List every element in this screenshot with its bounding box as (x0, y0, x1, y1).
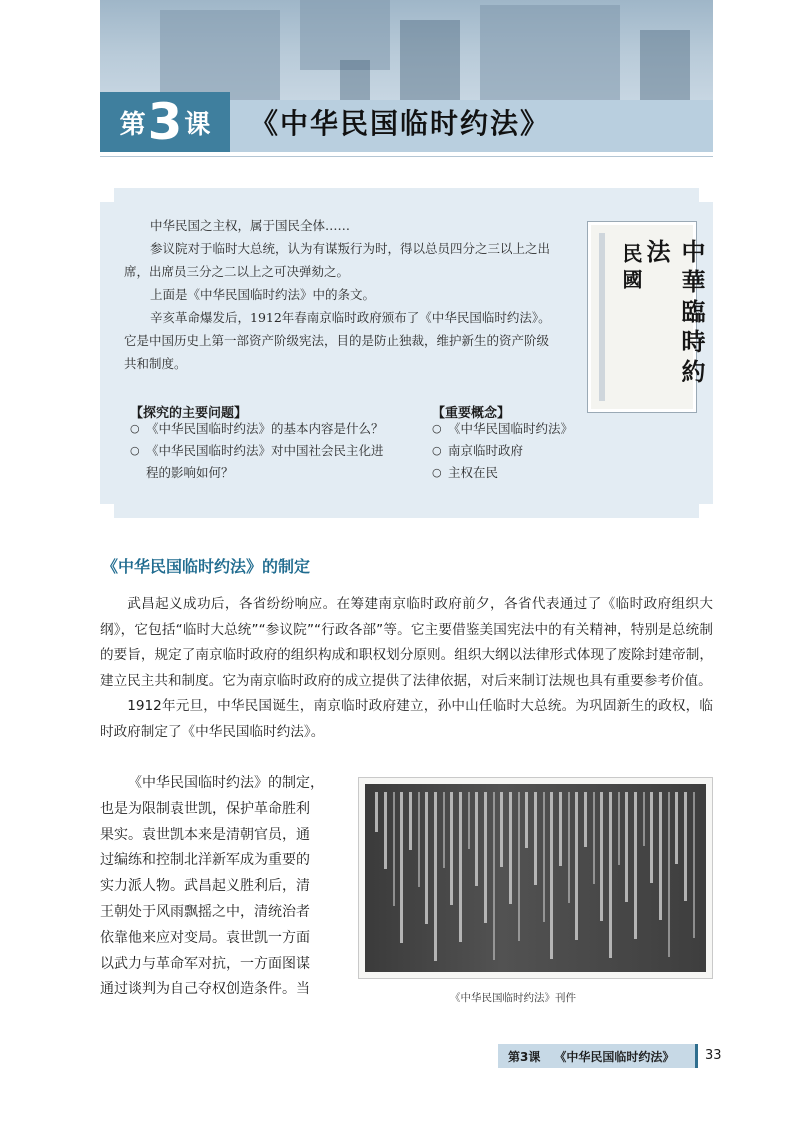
document-text-column (684, 792, 687, 901)
header-photo (100, 0, 713, 100)
text-line: 果实。袁世凯本来是清朝官员，通 (100, 826, 310, 843)
constitution-document-image (358, 777, 713, 979)
questions-heading: 【探究的主要问题】 (130, 406, 248, 421)
text-line: 过编练和控制北洋新军成为重要的 (100, 852, 310, 869)
document-text-column (575, 792, 578, 940)
quote-line: 席，出席员三分之二以上之可决弹劾之。 (124, 264, 350, 279)
document-text-column (509, 792, 512, 904)
cover-title-side: 民國 (619, 243, 643, 295)
document-text-column (400, 792, 403, 943)
lesson-prefix: 第 (119, 109, 146, 140)
lesson-number-tab (100, 92, 230, 152)
document-text-column (600, 792, 603, 921)
text-line: 也是为限制袁世凯，保护革命胜利 (100, 800, 310, 817)
quote-line: 上面是《中华民国临时约法》中的条文。 (150, 287, 376, 302)
lesson-number: 3 (147, 93, 183, 151)
cover-title-main: 中華臨時約法 (642, 239, 706, 389)
footer-lesson: 第3课 (508, 1049, 541, 1064)
text-line: 依靠他来应对变局。袁世凯一方面 (100, 929, 310, 946)
lesson-suffix: 课 (184, 109, 211, 140)
text-line: 王朝处于风雨飘摇之中，清统治者 (100, 903, 310, 920)
section-heading: 《中华民国临时约法》的制定 (102, 557, 311, 576)
document-text-column (425, 792, 428, 924)
text-line: 实力派人物。武昌起义胜利后，清 (100, 878, 310, 895)
document-text-column (475, 792, 478, 886)
document-text-column (675, 792, 678, 864)
document-text-column (559, 792, 562, 866)
document-text-column (493, 792, 495, 960)
footer-separator (695, 1044, 698, 1068)
document-text-column (618, 792, 620, 865)
document-text-column (659, 792, 662, 920)
text-line: 通过谈判为自己夺权创造条件。当 (100, 981, 310, 998)
bullet-icon: ○ (432, 422, 442, 435)
document-text-column (525, 792, 528, 848)
document-text-column (534, 792, 537, 885)
intro-quote (124, 214, 580, 375)
footer-bar (498, 1044, 695, 1068)
document-text-column (434, 792, 437, 961)
document-text-column (668, 792, 670, 957)
paragraph: 武昌起义成功后，各省纷纷响应。在筹建南京临时政府前夕，各省代表通过了《临时政府组织大纲》，它包括“临时大总统”“参议院”“行政各部”等。它主要借鉴美国宪法中的有关精神，特别是总统制的要旨，规定了南京临时政府的组织构成和职权划分原则。组织大纲以法律形式体现了废除封建帝制，建立民主共和制度。它为南京临时政府的成立提供了法律依据，对后来制订法规也具有重要参考价值。 (100, 596, 713, 689)
concepts-list (432, 418, 592, 484)
concept-item: ○ 《中华民国临时约法》 (432, 418, 592, 440)
document-text-column (375, 792, 378, 832)
document-text-column (468, 792, 470, 849)
figure-caption: 《中华民国临时约法》刊件 (450, 992, 576, 1004)
document-text-column (443, 792, 445, 868)
quote-line: 参议院对于临时大总统，认为有谋叛行为时，得以总员四分之三以上之出 (150, 241, 551, 256)
header-divider (100, 156, 713, 157)
document-text-column (484, 792, 487, 923)
document-text-column (584, 792, 587, 847)
document-text-column (543, 792, 545, 922)
bullet-icon: ○ (130, 444, 140, 457)
concept-item: ○ 主权在民 (432, 462, 592, 484)
document-text-column (609, 792, 612, 958)
bullet-icon: ○ (432, 444, 442, 457)
question-item: ○ 《中华民国临时约法》对中国社会民主化进 (130, 440, 420, 462)
document-text-column (393, 792, 395, 906)
document-text-column (634, 792, 637, 939)
document-text-column (384, 792, 387, 869)
document-text-column (568, 792, 570, 903)
questions-list (130, 418, 420, 484)
document-text-column (625, 792, 628, 902)
footer-title: 《中华民国临时约法》 (554, 1049, 675, 1064)
quote-line: 中华民国之主权，属于国民全体…… (150, 218, 351, 233)
lesson-title: 《中华民国临时约法》 (250, 107, 551, 140)
document-text-column (550, 792, 553, 959)
document-text-column (650, 792, 653, 883)
constitution-cover-image (588, 222, 706, 412)
quote-line: 共和制度。 (124, 356, 187, 371)
concepts-heading: 【重要概念】 (432, 406, 511, 421)
question-item: ○ 《中华民国临时约法》的基本内容是什么？ (130, 418, 420, 440)
bullet-icon: ○ (130, 422, 140, 435)
document-text-column (693, 792, 695, 938)
paragraph: 1912年元旦，中华民国诞生，南京临时政府建立，孙中山任临时大总统。为巩固新生的政权，临时政府制定了《中华民国临时约法》。 (100, 698, 713, 740)
question-item-continued: 程的影响如何？ (146, 465, 234, 480)
body-text (100, 592, 713, 746)
wrapped-paragraph (100, 771, 340, 1003)
document-text-column (500, 792, 503, 867)
document-text-column (593, 792, 595, 884)
bullet-icon: ○ (432, 466, 442, 479)
quote-line: 它是中国历史上第一部资产阶级宪法，目的是防止独裁，维护新生的资产阶级 (124, 333, 550, 348)
document-text-column (459, 792, 462, 942)
page-number: 33 (705, 1048, 722, 1063)
document-text-column (643, 792, 645, 846)
text-line: 《中华民国临时约法》的制定， (128, 775, 324, 791)
text-line: 以武力与革命军对抗，一方面图谋 (100, 955, 310, 972)
document-text-column (450, 792, 453, 905)
document-text-column (518, 792, 520, 941)
document-text-column (418, 792, 420, 887)
quote-line: 辛亥革命爆发后，1912年春南京临时政府颁布了《中华民国临时约法》。 (150, 310, 551, 325)
document-text-column (409, 792, 412, 850)
concept-item: ○ 南京临时政府 (432, 440, 592, 462)
